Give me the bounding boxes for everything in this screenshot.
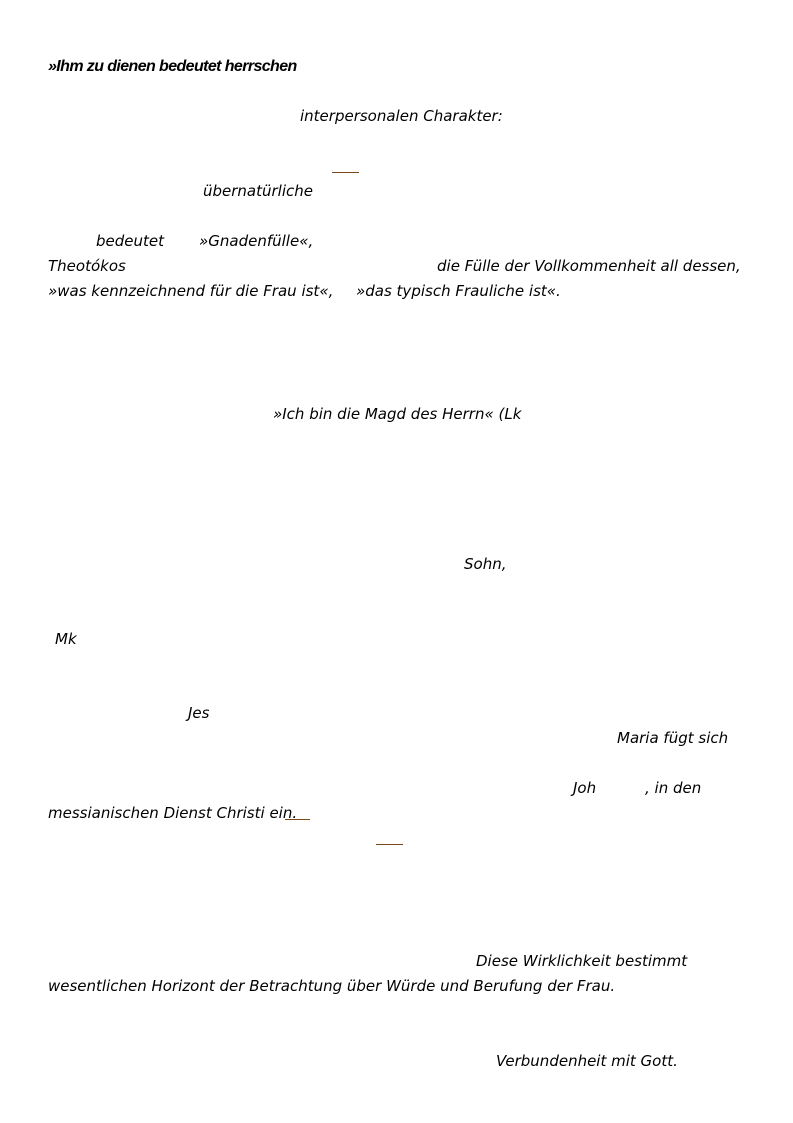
footnote-mark[interactable] bbox=[285, 819, 310, 820]
text-fragment-magd: »Ich bin die Magd des Herrn« (Lk bbox=[273, 405, 522, 423]
footnote-mark[interactable] bbox=[376, 844, 403, 845]
text-fragment-messianischen: messianischen Dienst Christi ein. bbox=[48, 804, 298, 822]
section-heading: »Ihm zu dienen bedeutet herrschen bbox=[48, 58, 297, 75]
text-fragment-mk: Mk bbox=[55, 630, 77, 648]
text-fragment-frauliche: »das typisch Frauliche ist«. bbox=[356, 282, 561, 300]
text-fragment-maria-fuegt: Maria fügt sich bbox=[617, 729, 729, 747]
text-fragment-joh: Joh bbox=[573, 779, 597, 797]
text-fragment-horizont: wesentlichen Horizont der Betrachtung über Würde und Berufung der Frau. bbox=[48, 977, 616, 995]
text-fragment-in-den: , in den bbox=[645, 779, 702, 797]
text-fragment-bedeutet: bedeutet bbox=[96, 232, 164, 250]
text-fragment-jes: Jes bbox=[188, 704, 210, 722]
text-fragment-kennzeichnend: »was kennzeichnend für die Frau ist«, bbox=[48, 282, 334, 300]
text-fragment-interpersonal: interpersonalen Charakter: bbox=[300, 107, 503, 125]
text-fragment-verbundenheit: Verbundenheit mit Gott. bbox=[496, 1052, 678, 1070]
text-fragment-wirklichkeit: Diese Wirklichkeit bestimmt bbox=[476, 952, 688, 970]
text-fragment-gnadenfuelle: »Gnadenfülle«, bbox=[199, 232, 314, 250]
text-fragment-sohn: Sohn, bbox=[464, 555, 507, 573]
text-fragment-uebernatuerliche: übernatürliche bbox=[203, 182, 313, 200]
footnote-mark[interactable] bbox=[332, 172, 359, 173]
text-fragment-fuelle: die Fülle der Vollkommenheit all dessen, bbox=[437, 257, 741, 275]
text-fragment-theotokos: Theotókos bbox=[48, 257, 126, 275]
